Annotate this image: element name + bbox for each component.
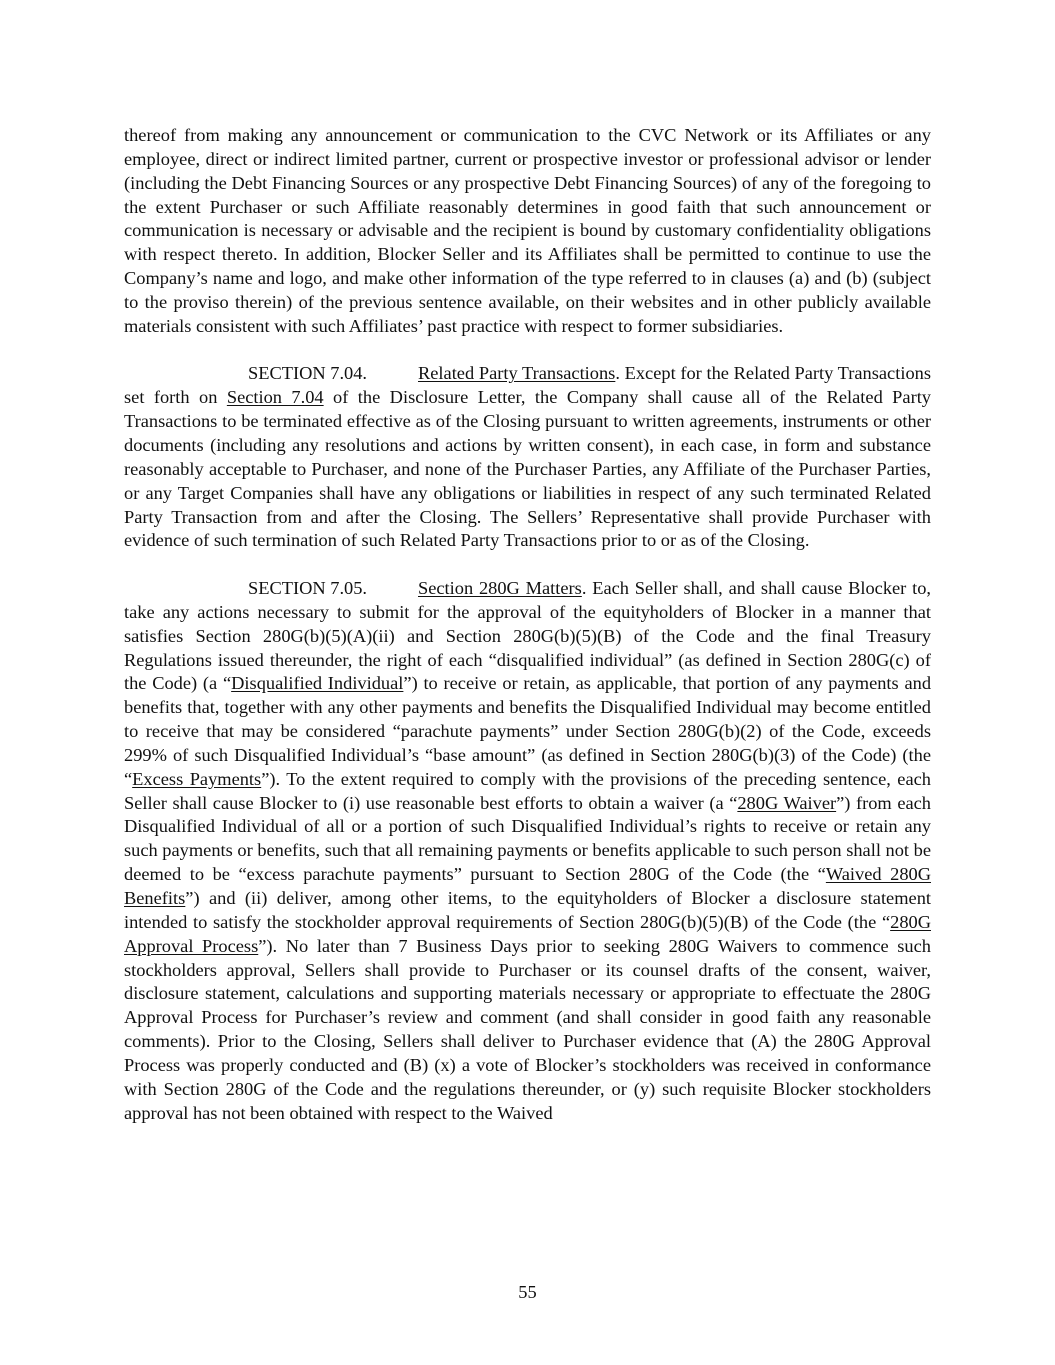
section-7-04-title: Related Party Transactions [418,363,616,384]
document-page [124,124,931,1149]
defined-term-280g-approval-process: 280G Approval Process [124,911,931,956]
defined-term-disqualified-individual: Disqualified Individual [231,673,404,694]
section-7-05-text: ”). No later than 7 Business Days prior to seeking 280G Waivers to commence such stockholders approval, Sellers shall provide to Purchaser or its counsel drafts of the consent, waiver, disclosure statement, calculations and supporting materials necessary or appropriate to effectuate the 280G Approval Process for Purchaser’s review and comment (and shall consider in good faith any reasonable comments). Prior to the Closing, Sellers shall deliver to Purchaser evidence that (A) the 280G Approval Process was properly conducted and (B) (x) a vote of Blocker’s stockholders was received in conformance with Section 280G of the Code and the regulations thereunder, or (y) such requisite Blocker stockholders approval has not been obtained with respect to the Waived [124,935,931,1123]
defined-term-waived-280g-benefits: Waived 280G Benefits [124,864,931,908]
defined-term-excess-payments: Excess Payments [132,768,262,789]
section-7-05-text: . Each Seller shall, and shall cause Blocker to, take any actions necessary to submit for the approval of the equityholders of Blocker in a manner that satisfies Section 280G(b)(5)(A)(ii) and Section 280G(b)(5)(B) of the Code and the final Treasury Regulations issued thereunder, the right of each “disqualified individual” (as defined in Section 280G(c) of the Code) (a “ [124,578,932,694]
page-number: 55 [518,1282,537,1302]
defined-term-280g-waiver: 280G Waiver [737,792,837,813]
section-7-04 [124,362,931,553]
section-7-05-number: SECTION 7.05. [248,578,368,599]
section-7-05-text: ”) and (ii) deliver, among other items, to the equityholders of Blocker a disclosure statement intended to satisfy the stockholder approval requirements of Section 280G(b)(5)(B) of the Code (the “ [124,888,931,932]
section-7-05-text: ”). To the extent required to comply with the provisions of the preceding sentence, each Seller shall cause Blocker to (i) use reasonable best efforts to obtain a waiver (a “ [124,768,931,813]
paragraph-continuation: thereof from making any announcement or communication to the CVC Network or its Affiliates or any employee, direct or indirect limited partner, current or prospective investor or professional advisor or lender (including the Debt Financing Sources or any prospective Debt Financing Sources) of any of the foregoing to the extent Purchaser or such Affiliate reasonably determines in good faith that such announcement or communication is necessary or advisable and the recipient is bound by customary confidentiality obligations with respect thereto. In addition, Blocker Seller and its Affiliates shall be permitted to continue to use the Company’s name and logo, and make other information of the type referred to in clauses (a) and (b) (subject to the proviso therein) of the previous sentence available, on their websites and in other publicly available materials consistent with such Affiliates’ past practice with respect to former subsidiaries. [124,125,931,336]
section-7-05-text: ”) from each Disqualified Individual of all or a portion of such Disqualified Individual’s rights to receive or retain any such payments or benefits, such that all remaining payments or benefits applicable to such person shall not be deemed to be “excess parachute payments” pursuant to Section 280G of the Code (the “ [124,792,931,885]
section-7-04-text: . Except for the Related Party Transactions set forth on [124,363,931,408]
section-7-04-number: SECTION 7.04. [248,363,368,384]
section-7-05 [124,577,931,1125]
section-7-05-title: Section 280G Matters [418,578,582,599]
section-7-04-reference: Section 7.04 [226,387,324,408]
section-7-04-text: of the Disclosure Letter, the Company shall cause all of the Related Party Transactions to be terminated effective as of the Closing pursuant to written agreements, instruments or other documents (including any resolutions and actions by written consent), in each case, in form and substance reasonably acceptable to Purchaser, and none of the Purchaser Parties, any Affiliate of the Purchaser Parties, or any Target Companies shall have any obligations or liabilities in respect of any such terminated Related Party Transaction from and after the Closing. The Sellers’ Representative shall provide Purchaser with evidence of such termination of such Related Party Transactions prior to or as of the Closing. [124,387,932,551]
section-7-05-text: ”) to receive or retain, as applicable, that portion of any payments and benefits that, together with any other payments and benefits the Disqualified Individual may become entitled to receive that may be considered “parachute payments” under Section 280G(b)(2) of the Code, exceeds 299% of such Disqualified Individual’s “base amount” (as defined in Section 280G(b)(3) of the Code) (the “ [124,673,932,789]
